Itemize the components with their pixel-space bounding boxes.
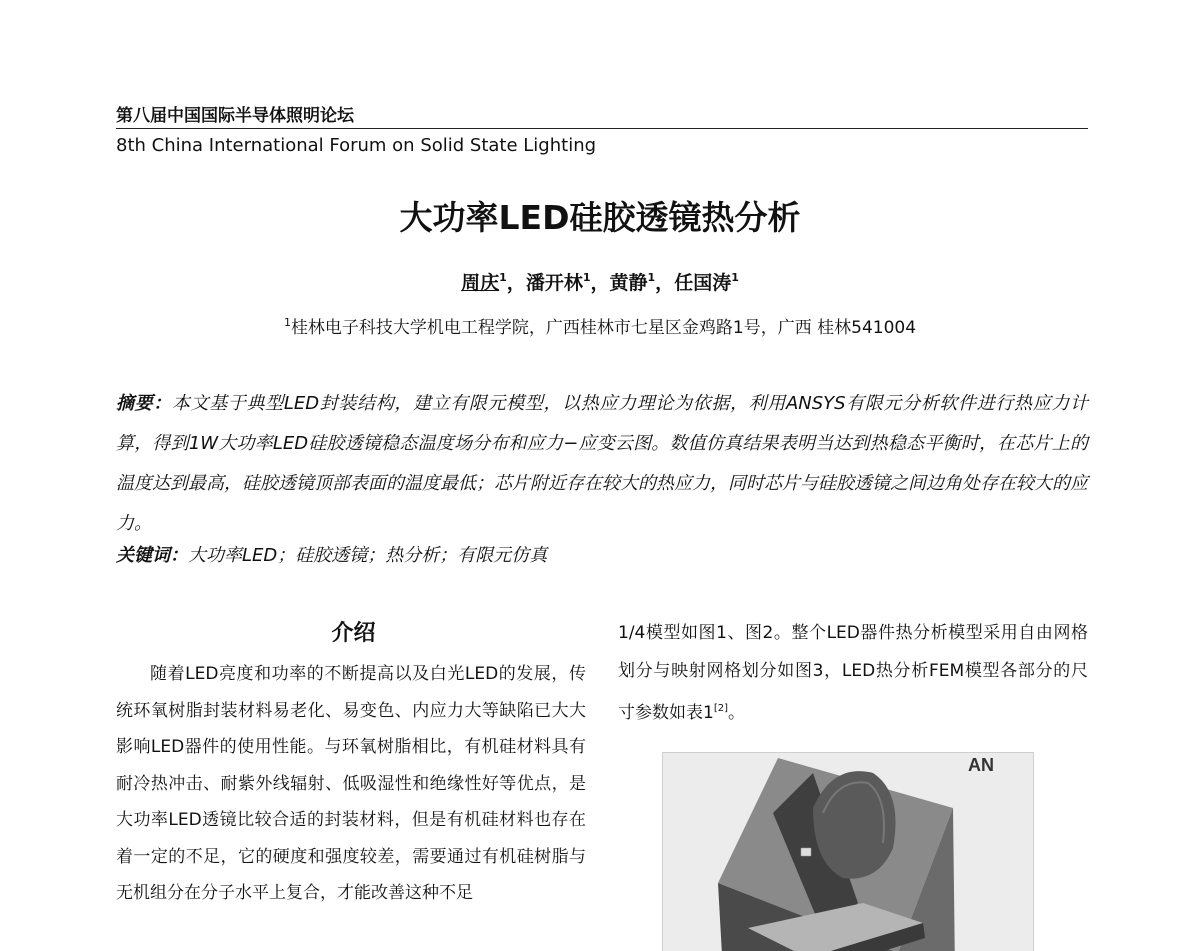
chip	[801, 848, 811, 856]
keywords	[116, 538, 1088, 574]
abstract	[116, 384, 1088, 544]
author-sup: 1	[582, 271, 591, 284]
fem-model-image	[663, 753, 1033, 951]
intro-right-column	[618, 614, 1088, 732]
affiliation-sup: 1	[283, 316, 291, 329]
abstract-label: 摘要：	[116, 393, 172, 414]
intro-left-column: 随着LED亮度和功率的不断提高以及白光LED的发展，传统环氧树脂封装材料易老化、易变色、内应力大等缺陷已大大影响LED器件的使用性能。与环氧树脂相比，有机硅材料具有耐冷热冲击、耐紫外线辐射、低吸湿性和绝缘性好等优点，是大功率LED透镜比较合适的封装材料，但是有机硅材料也存在着一定的不足，它的硬度和强度较差，需要通过有机硅树脂与无机组分在分子水平上复合，才能改善这种不足	[116, 664, 586, 903]
author-sup: 1	[731, 271, 739, 284]
author-sup: 1	[647, 271, 656, 284]
author-name: 黄静	[609, 272, 648, 294]
keywords-label: 关键词：	[116, 545, 188, 566]
intro-right-end: 。	[728, 703, 745, 723]
section-heading-intro: 介绍	[331, 621, 376, 646]
affiliation	[0, 313, 1200, 338]
ansys-logo: AN	[968, 755, 994, 775]
keywords-text: 大功率LED；硅胶透镜；热分析；有限元仿真	[188, 545, 548, 566]
header-rule	[116, 128, 1088, 129]
figure-fem-model	[662, 752, 1034, 951]
citation-ref: [2]	[713, 703, 728, 714]
author-name: 周庆	[461, 272, 500, 294]
conference-name-cn: 第八届中国国际半导体照明论坛	[116, 106, 354, 126]
author-sup: 1	[499, 271, 507, 284]
author-name: 任国涛	[674, 272, 732, 294]
author-separator: ，	[506, 272, 526, 294]
author-list	[0, 268, 1200, 295]
intro-right-text: 1/4模型如图1、图2。整个LED器件热分析模型采用自由网格划分与映射网格划分如图3，LED热分析FEM模型各部分的尺寸参数如表1	[618, 623, 1088, 723]
paper-title: 大功率LED硅胶透镜热分析	[399, 198, 801, 237]
author-separator: ，	[590, 272, 610, 294]
author-name: 潘开林	[525, 272, 583, 294]
affiliation-text: 桂林电子科技大学机电工程学院，广西桂林市七星区金鸡路1号，广西 桂林541004	[290, 318, 917, 338]
author-separator: ，	[655, 272, 675, 294]
abstract-text: 本文基于典型LED封装结构，建立有限元模型，以热应力理论为依据，利用ANSYS有限元分析软件进行热应力计算，得到1W大功率LED硅胶透镜稳态温度场分布和应力−应变云图。数值仿真结果表明当达到热稳态平衡时，在芯片上的温度达到最高，硅胶透镜顶部表面的温度最低；芯片附近存在较大的热应力，同时芯片与硅胶透镜之间边角处存在较大的应力。	[116, 393, 1089, 534]
conference-name-en: 8th China International Forum on Solid State Lighting	[116, 135, 597, 156]
